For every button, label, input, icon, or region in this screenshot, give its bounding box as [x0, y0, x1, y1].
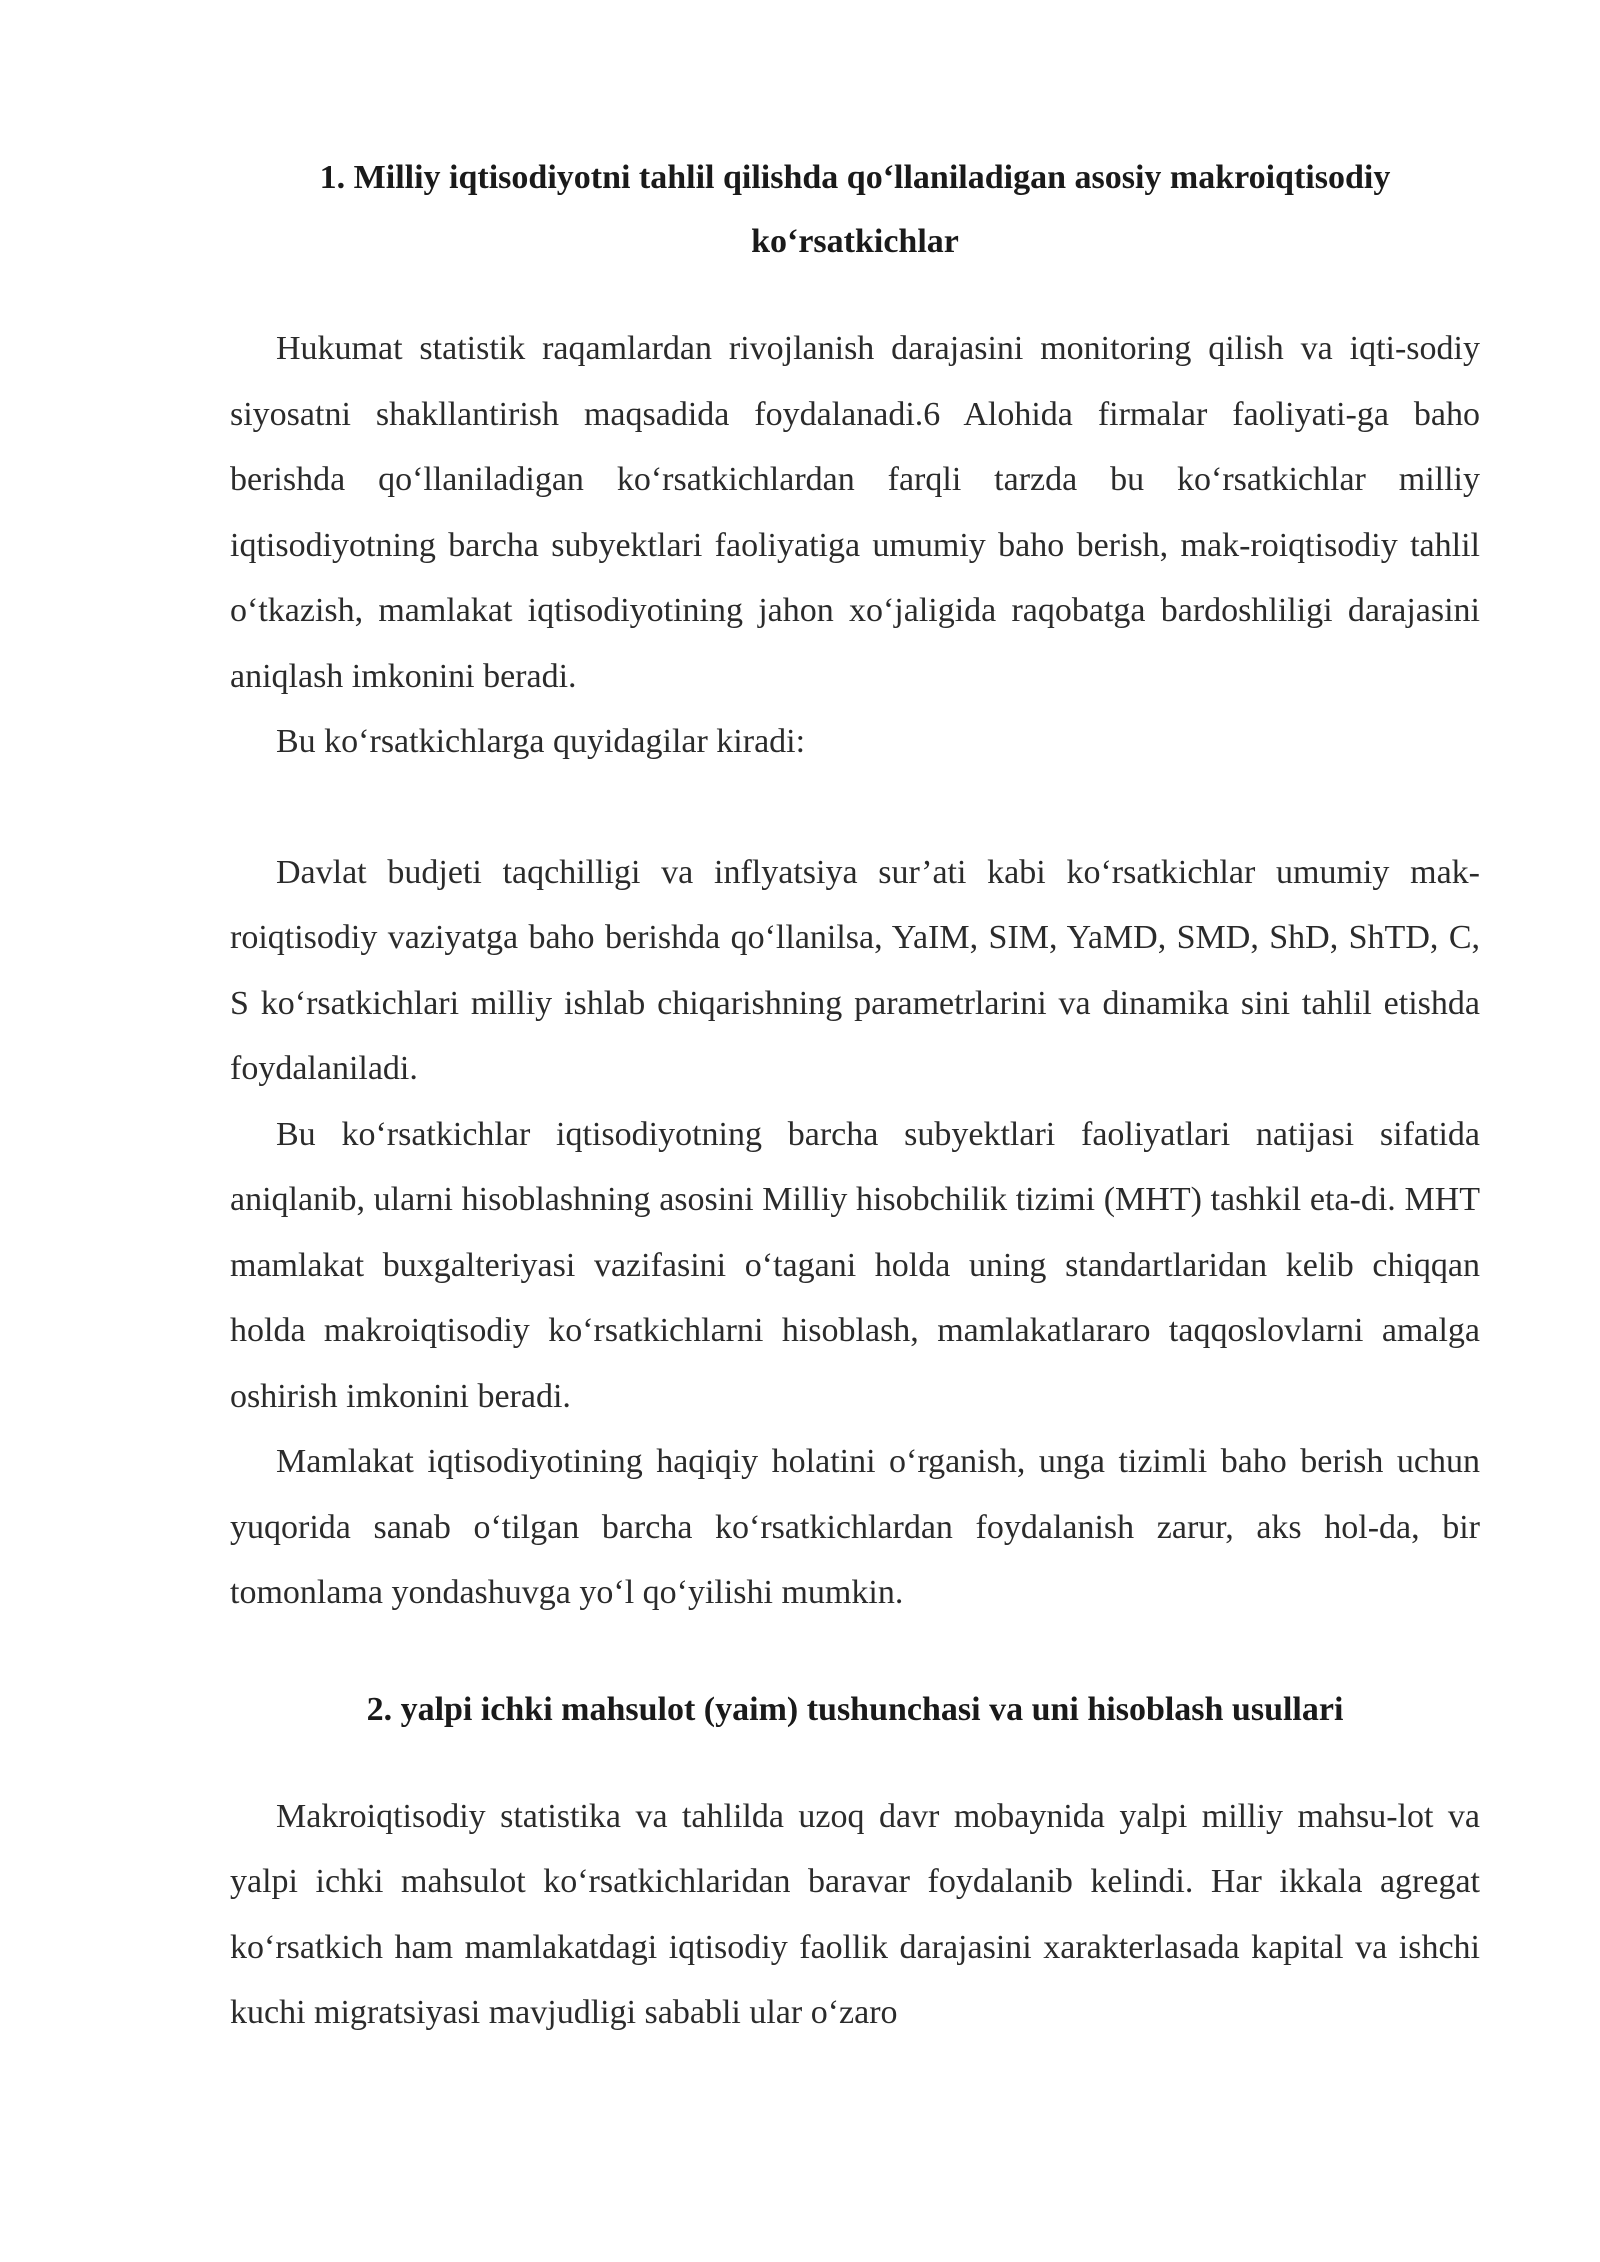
paragraph-conclusion: Mamlakat iqtisodiyotining haqiqiy holatini o‘rganish, unga tizimli baho berish uchun yuqorida sanab o‘tilgan barcha ko‘rsatkichlardan foydalanish zarur, aks hol-da, bir tomonlama yondashuvga yo‘l qo‘yilishi mumkin.: [230, 1443, 1480, 1611]
section-2-heading: 2. yalpi ichki mahsulot (yaim) tushunchasi va uni hisoblash usullari: [366, 1690, 1344, 1728]
paragraph-indicators: Davlat budjeti taqchilligi va inflyatsiya sur’ati kabi ko‘rsatkichlar umumiy mak-roiqtisodiy vaziyatga baho berishda qo‘llanilsa, YaIM, SIM, YaMD, SMD, ShD, ShTD, C, S ko‘rsatkichlari milliy ishlab chiqarishning parametrlarini va dinamika sini tahlil etishda foydalaniladi.: [230, 853, 1480, 1087]
page-content: [230, 146, 1480, 2046]
paragraph-intro: Hukumat statistik raqamlardan rivojlanish darajasini monitoring qilish va iqti-sodiy siyosatni shakllantirish maqsadida foydalanadi.6 Alohida firmalar faoliyati-ga baho berishda qo‘llaniladigan ko‘rsatkichlardan farqli tarzda bu ko‘rsatkichlar milliy iqtisodiyotning barcha subyektlari faoliyatiga umumiy baho berish, mak-roiqtisodiy tahlil o‘tkazish, mamlakat iqtisodiyotining jahon xo‘jaligida raqobatga bardoshliligi darajasini aniqlash imkonini beradi.: [230, 330, 1480, 695]
section-1-heading: 1. Milliy iqtisodiyotni tahlil qilishda qo‘llaniladigan asosiy makroiqtisodiy ko‘rsatkichlar: [319, 159, 1391, 260]
paragraph-gdp-intro: Makroiqtisodiy statistika va tahlilda uzoq davr mobaynida yalpi milliy mahsu-lot va yalpi ichki mahsulot ko‘rsatkichlaridan baravar foydalanib kelindi. Har ikkala agregat ko‘rsatkich ham mamlakatdagi iqtisodiy faollik darajasini xarakterlasada kapital va ishchi kuchi migratsiyasi mavjudligi sababli ular o‘zaro: [230, 1797, 1480, 2031]
paragraph-mht: Bu ko‘rsatkichlar iqtisodiyotning barcha subyektlari faoliyatlari natijasi sifatida aniqlanib, ularni hisoblashning asosini Milliy hisobchilik tizimi (MHT) tashkil eta-di. MHT mamlakat buxgalteriyasi vazifasini o‘tagani holda uning standartlaridan kelib chiqqan holda makroiqtisodiy ko‘rsatkichlarni hisoblash, mamlakatlararo taqqoslovlarni amalga oshirish imkonini beradi.: [230, 1115, 1480, 1415]
paragraph-list-lead: Bu ko‘rsatkichlarga quyidagilar kiradi:: [276, 723, 806, 760]
blank-space: [230, 775, 1480, 840]
